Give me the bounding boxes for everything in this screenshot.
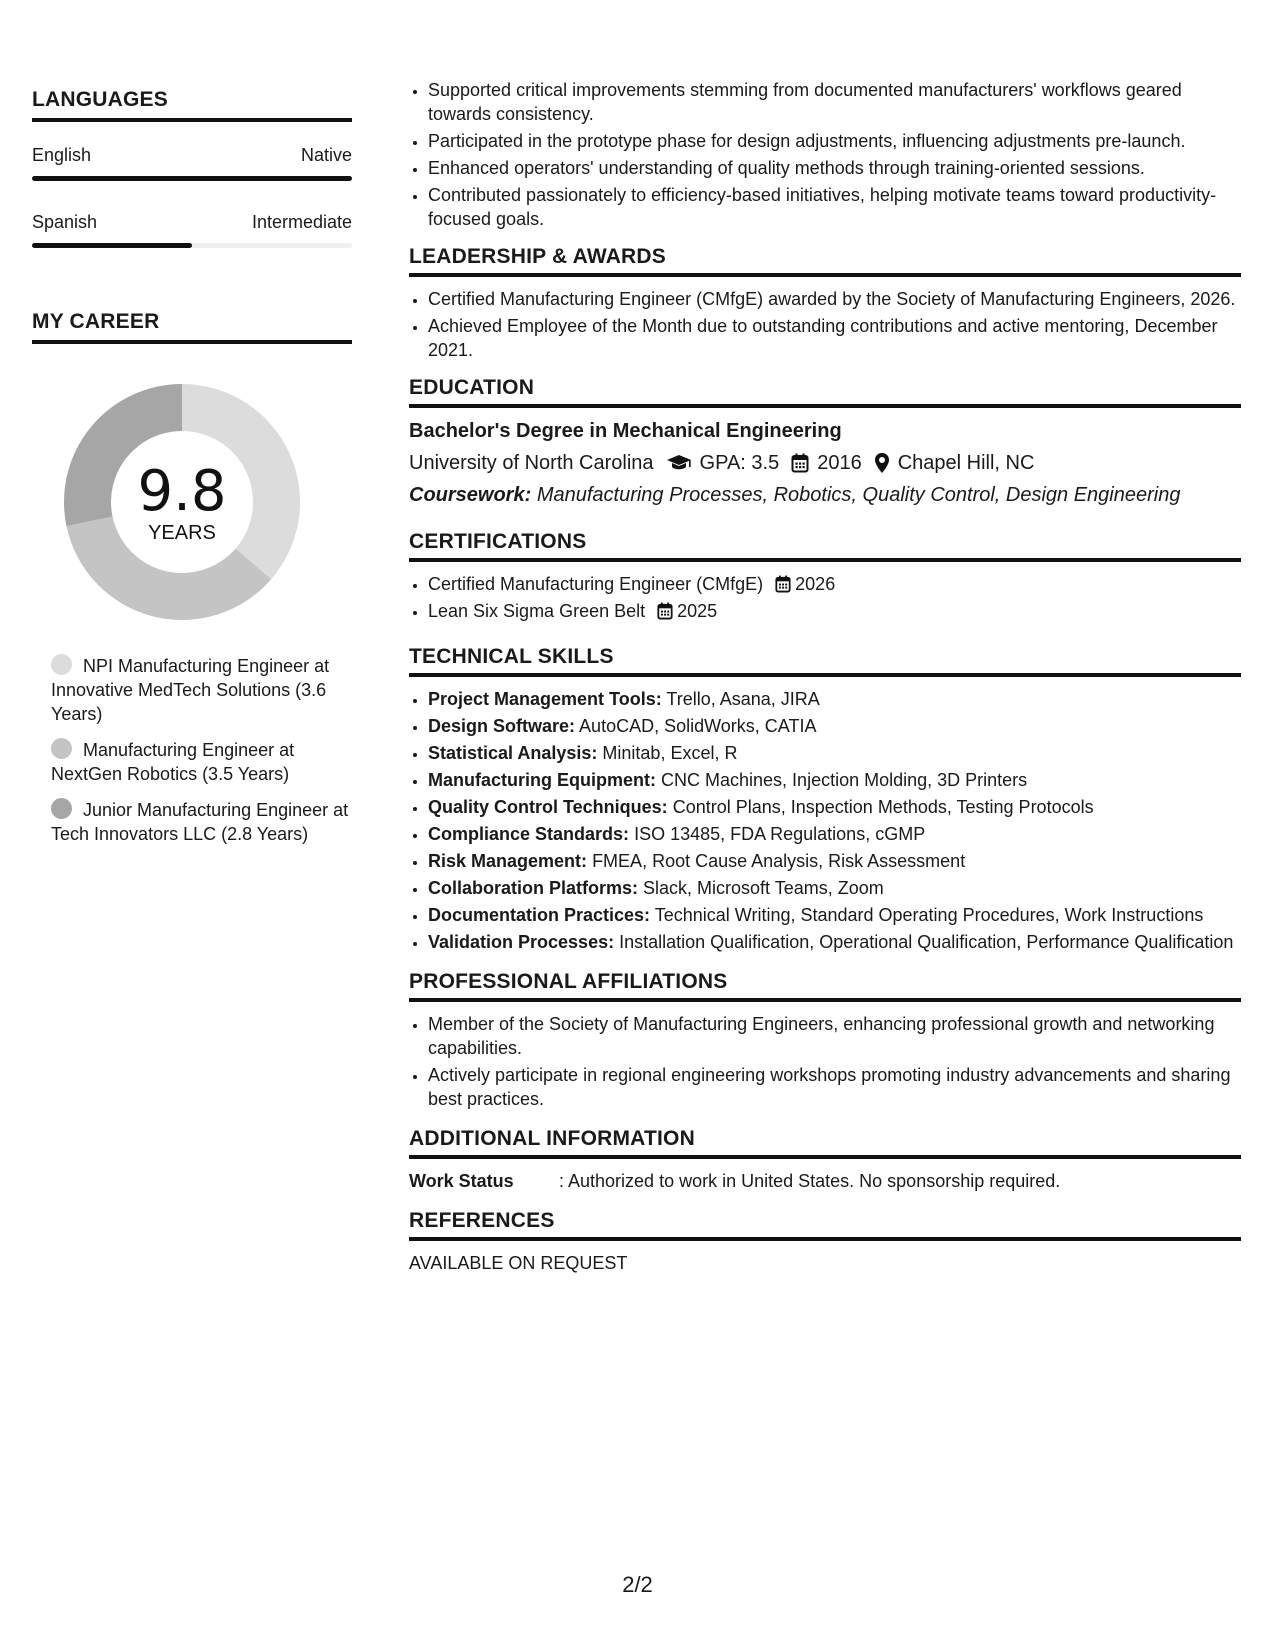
certification-year: 2025	[677, 601, 718, 621]
career-legend-item	[51, 654, 352, 726]
skill-value: Installation Qualification, Operational Qualification, Performance Qualification	[619, 932, 1234, 952]
language-name: English	[32, 145, 92, 165]
experience-bullet: • Participated in the prototype phase for design adjustments, influencing adjustments pre-launch.	[428, 129, 1241, 153]
education-heading: EDUCATION	[409, 376, 1241, 408]
skill-value: FMEA, Root Cause Analysis, Risk Assessment	[592, 851, 966, 871]
skill-label: Documentation Practices:	[428, 905, 651, 925]
references-section	[409, 1209, 1241, 1275]
language-item	[32, 211, 352, 248]
education-location: Chapel Hill, NC	[897, 452, 1035, 474]
certifications-heading: CERTIFICATIONS	[409, 530, 1241, 562]
skill-value: Slack, Microsoft Teams, Zoom	[643, 878, 884, 898]
skill-value: Technical Writing, Standard Operating Procedures, Work Instructions	[654, 905, 1204, 925]
experience-bullet: • Contributed passionately to efficiency-based initiatives, helping motivate teams toward productivity-focused goals.	[428, 183, 1241, 231]
certification-name: • Certified Manufacturing Engineer (CMfgE)	[428, 574, 764, 594]
languages-heading: LANGUAGES	[32, 88, 352, 122]
affiliation-item: • Member of the Society of Manufacturing Engineers, enhancing professional growth and networking capabilities.	[428, 1012, 1241, 1060]
calendar-icon	[775, 575, 791, 593]
education-details	[409, 450, 1241, 476]
coursework-text: Manufacturing Processes, Robotics, Quality Control, Design Engineering	[536, 484, 1181, 506]
language-level: Intermediate	[251, 212, 352, 232]
career-heading: MY CAREER	[32, 310, 352, 344]
language-proficiency-bar	[32, 243, 352, 248]
skill-label: Design Software:	[428, 716, 576, 736]
calendar-icon	[791, 453, 809, 473]
calendar-icon	[657, 602, 673, 620]
affiliations-section	[409, 970, 1241, 1111]
references-heading: REFERENCES	[409, 1209, 1241, 1241]
career-legend-item	[51, 738, 352, 786]
skill-label: Collaboration Platforms:	[428, 878, 639, 898]
language-proficiency-bar	[32, 176, 352, 181]
skill-value: ISO 13485, FDA Regulations, cGMP	[634, 824, 926, 844]
certifications-list	[409, 572, 1241, 623]
work-status-row	[409, 1169, 1241, 1193]
skill-label: Manufacturing Equipment:	[428, 770, 656, 790]
skill-item	[428, 876, 1241, 900]
skill-label: Quality Control Techniques:	[428, 797, 668, 817]
skill-item	[428, 768, 1241, 792]
education-section	[409, 376, 1241, 508]
education-degree: Bachelor's Degree in Mechanical Engineering	[409, 420, 842, 442]
education-school: University of North Carolina	[409, 452, 654, 474]
additional-info-heading: ADDITIONAL INFORMATION	[409, 1127, 1241, 1159]
skills-list	[409, 687, 1241, 954]
skills-heading: TECHNICAL SKILLS	[409, 645, 1241, 677]
skill-item	[428, 822, 1241, 846]
legend-dot	[51, 798, 72, 819]
career-job-label: Junior Manufacturing Engineer at Tech Innovators LLC (2.8 Years)	[51, 800, 349, 844]
career-donut-chart	[54, 374, 310, 630]
skill-item	[428, 795, 1241, 819]
page-number: 2/2	[622, 1572, 653, 1597]
skill-label: Statistical Analysis:	[428, 743, 598, 763]
skill-item	[428, 714, 1241, 738]
leadership-list	[409, 287, 1241, 362]
language-proficiency-fill	[32, 243, 192, 248]
work-status-label: Work Status	[409, 1171, 514, 1191]
work-status-value: : Authorized to work in United States. No sponsorship required.	[559, 1171, 1061, 1191]
references-text: AVAILABLE ON REQUEST	[409, 1253, 628, 1273]
leadership-section	[409, 245, 1241, 362]
career-job-label: Manufacturing Engineer at NextGen Robotics (3.5 Years)	[51, 740, 295, 784]
languages-list	[32, 144, 352, 248]
education-coursework	[409, 482, 1241, 508]
legend-dot	[51, 738, 72, 759]
affiliations-list	[409, 1012, 1241, 1111]
skill-item	[428, 849, 1241, 873]
education-gpa: GPA: 3.5	[699, 452, 780, 474]
additional-info-section	[409, 1127, 1241, 1193]
sidebar	[32, 88, 352, 858]
certification-year: 2026	[795, 574, 836, 594]
legend-dot	[51, 654, 72, 675]
skill-label: Compliance Standards:	[428, 824, 630, 844]
certifications-section	[409, 530, 1241, 623]
skill-value: Minitab, Excel, R	[602, 743, 738, 763]
graduation-cap-icon	[666, 453, 692, 473]
skill-value: Trello, Asana, JIRA	[666, 689, 820, 709]
language-name: Spanish	[32, 212, 98, 232]
coursework-label: Coursework:	[409, 484, 532, 506]
skill-item	[428, 930, 1241, 954]
location-pin-icon	[874, 452, 890, 474]
experience-bullet: • Enhanced operators' understanding of quality methods through training-oriented sessions.	[428, 156, 1241, 180]
skill-label: Validation Processes:	[428, 932, 615, 952]
skill-label: Risk Management:	[428, 851, 588, 871]
career-job-label: NPI Manufacturing Engineer at Innovative MedTech Solutions (3.6 Years)	[51, 656, 330, 724]
career-section	[32, 310, 352, 846]
career-legend-item	[51, 798, 352, 846]
skill-item	[428, 741, 1241, 765]
certification-item	[428, 599, 1241, 623]
experience-bullets	[409, 78, 1241, 231]
skill-value: CNC Machines, Injection Molding, 3D Printers	[661, 770, 1028, 790]
education-year: 2016	[817, 452, 862, 474]
skill-value: AutoCAD, SolidWorks, CATIA	[579, 716, 817, 736]
language-item	[32, 144, 352, 181]
career-total-years: 9.8	[137, 459, 227, 524]
language-level: Native	[300, 145, 352, 165]
certification-item	[428, 572, 1241, 596]
experience-bullet: • Supported critical improvements stemming from documented manufacturers' workflows geared towards consistency.	[428, 78, 1241, 126]
main-content	[409, 78, 1241, 1275]
languages-section	[32, 88, 352, 248]
career-total-unit: YEARS	[148, 522, 216, 544]
language-proficiency-fill	[32, 176, 352, 181]
certification-name: • Lean Six Sigma Green Belt	[428, 601, 646, 621]
donut-center	[54, 374, 310, 630]
skill-item	[428, 903, 1241, 927]
skills-section	[409, 645, 1241, 954]
affiliations-heading: PROFESSIONAL AFFILIATIONS	[409, 970, 1241, 1002]
leadership-item: • Certified Manufacturing Engineer (CMfgE) awarded by the Society of Manufacturing Engineers, 2026.	[428, 287, 1241, 311]
skill-item	[428, 687, 1241, 711]
career-legend	[32, 654, 352, 846]
skill-label: Project Management Tools:	[428, 689, 662, 709]
leadership-heading: LEADERSHIP & AWARDS	[409, 245, 1241, 277]
skill-value: Control Plans, Inspection Methods, Testing Protocols	[672, 797, 1094, 817]
affiliation-item: • Actively participate in regional engineering workshops promoting industry advancements and sharing best practices.	[428, 1063, 1241, 1111]
leadership-item: • Achieved Employee of the Month due to outstanding contributions and active mentoring, December 2021.	[428, 314, 1241, 362]
